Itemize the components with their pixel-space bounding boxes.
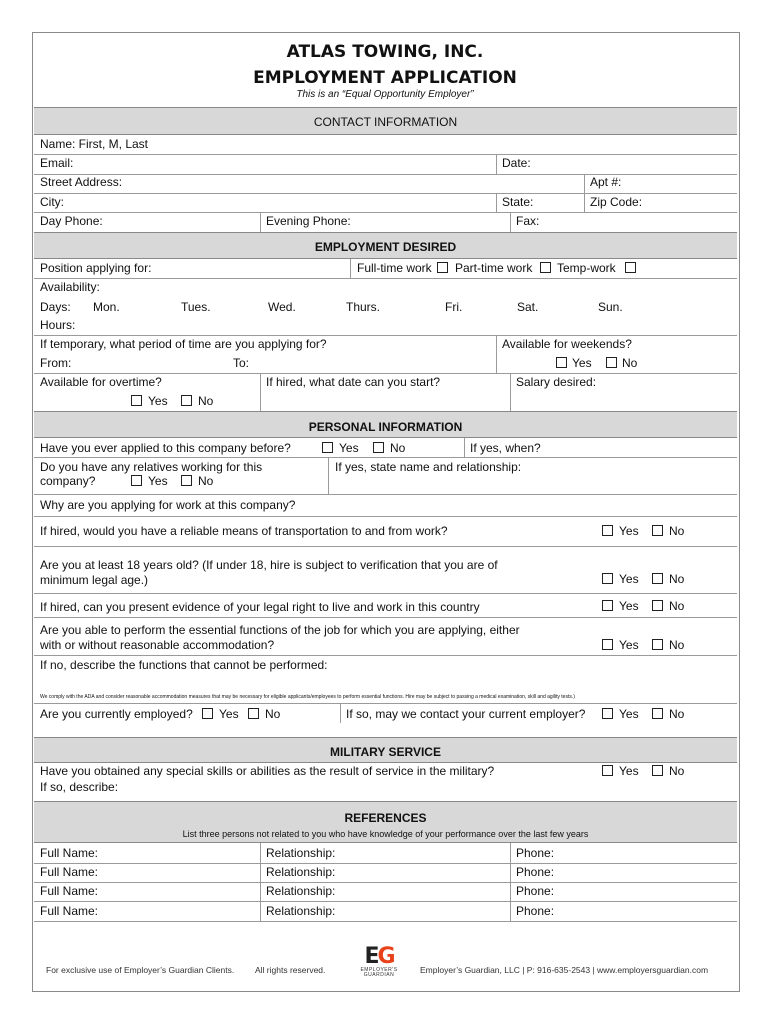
overtime-question: Available for overtime?: [40, 375, 162, 389]
logo-letter-e: E: [364, 944, 378, 969]
transport-yes-checkbox[interactable]: [602, 525, 613, 536]
applied-no-checkbox[interactable]: [373, 442, 384, 453]
hours-field[interactable]: Hours:: [40, 318, 76, 332]
transport-yes-label: Yes: [619, 524, 639, 538]
functions-yes-checkbox[interactable]: [602, 639, 613, 650]
references-instructions: List three persons not related to you who have knowledge of your performance over the last few years: [182, 829, 589, 839]
day-wed: Wed.: [268, 300, 296, 314]
email-field[interactable]: Email:: [40, 156, 74, 170]
employed-no-label: No: [265, 707, 281, 721]
zip-code-field[interactable]: Zip Code:: [590, 195, 643, 209]
applied-yes-label: Yes: [339, 441, 359, 455]
availability-label: Availability:: [40, 280, 100, 294]
reference-1-name[interactable]: Full Name:: [40, 846, 99, 860]
day-thurs: Thurs.: [346, 300, 381, 314]
military-section-header: MILITARY SERVICE: [34, 737, 737, 763]
legal-no-label: No: [669, 599, 685, 613]
logo-letter-g: G: [377, 944, 394, 969]
weekends-no-checkbox[interactable]: [606, 357, 617, 368]
reference-3-name[interactable]: Full Name:: [40, 884, 99, 898]
name-field[interactable]: Name: First, M, Last: [40, 137, 149, 151]
weekends-no-label: No: [622, 356, 638, 370]
eeo-subtitle: This is an “Equal Opportunity Employer”: [296, 89, 474, 100]
reference-4-relationship[interactable]: Relationship:: [266, 904, 336, 918]
evening-phone-field[interactable]: Evening Phone:: [266, 214, 351, 228]
employed-yes-checkbox[interactable]: [202, 708, 213, 719]
fax-field[interactable]: Fax:: [516, 214, 540, 228]
state-field[interactable]: State:: [502, 195, 534, 209]
reference-3-relationship[interactable]: Relationship:: [266, 884, 336, 898]
transport-no-checkbox[interactable]: [652, 525, 663, 536]
form-border: [32, 32, 740, 992]
contact-section-header: CONTACT INFORMATION: [34, 107, 737, 135]
day-sat: Sat.: [517, 300, 539, 314]
transport-no-label: No: [669, 524, 685, 538]
applied-before-question: Have you ever applied to this company before?: [40, 441, 291, 455]
military-no-checkbox[interactable]: [652, 765, 663, 776]
reference-3-phone[interactable]: Phone:: [516, 884, 555, 898]
age-no-checkbox[interactable]: [652, 573, 663, 584]
legal-no-checkbox[interactable]: [652, 600, 663, 611]
reference-4-name[interactable]: Full Name:: [40, 904, 99, 918]
relatives-relationship-field[interactable]: If yes, state name and relationship:: [335, 460, 522, 474]
reference-2-name[interactable]: Full Name:: [40, 865, 99, 879]
relatives-yes-checkbox[interactable]: [131, 475, 142, 486]
age-yes-checkbox[interactable]: [602, 573, 613, 584]
weekends-yes-label: Yes: [572, 356, 592, 370]
city-field[interactable]: City:: [40, 195, 64, 209]
employment-section-header: EMPLOYMENT DESIRED: [34, 232, 737, 259]
contact-employer-no-checkbox[interactable]: [652, 708, 663, 719]
military-yes-label: Yes: [619, 764, 639, 778]
overtime-yes-label: Yes: [148, 394, 168, 408]
weekends-question: Available for weekends?: [502, 337, 632, 351]
day-sun: Sun.: [598, 300, 623, 314]
employed-yes-label: Yes: [219, 707, 239, 721]
legal-right-question: If hired, can you present evidence of your legal right to live and work in this country: [40, 600, 480, 614]
contact-employer-question: If so, may we contact your current employer?: [346, 707, 586, 721]
day-tues: Tues.: [181, 300, 211, 314]
military-yes-checkbox[interactable]: [602, 765, 613, 776]
tempwork-label: Temp-work: [557, 261, 616, 275]
day-fri: Fri.: [445, 300, 463, 314]
start-date-field[interactable]: If hired, what date can you start?: [266, 375, 441, 389]
contact-employer-no-label: No: [669, 707, 685, 721]
weekends-yes-checkbox[interactable]: [556, 357, 567, 368]
functions-no-label: No: [669, 638, 685, 652]
day-phone-field[interactable]: Day Phone:: [40, 214, 103, 228]
contact-employer-yes-label: Yes: [619, 707, 639, 721]
applied-yes-checkbox[interactable]: [322, 442, 333, 453]
street-address-field[interactable]: Street Address:: [40, 175, 123, 189]
employers-guardian-logo: [358, 946, 400, 978]
relatives-yes-label: Yes: [148, 474, 168, 488]
fulltime-checkbox[interactable]: [437, 262, 448, 273]
from-field[interactable]: From:: [40, 356, 72, 370]
relatives-question-line2: company?: [40, 474, 96, 488]
reference-2-relationship[interactable]: Relationship:: [266, 865, 336, 879]
military-describe-field[interactable]: If so, describe:: [40, 780, 119, 794]
functions-no-checkbox[interactable]: [652, 639, 663, 650]
days-label: Days:: [40, 300, 71, 314]
legal-yes-label: Yes: [619, 599, 639, 613]
footer-rights: All rights reserved.: [255, 965, 326, 975]
tempwork-checkbox[interactable]: [625, 262, 636, 273]
parttime-label: Part-time work: [455, 261, 533, 275]
reference-4-phone[interactable]: Phone:: [516, 904, 555, 918]
form-title: EMPLOYMENT APPLICATION: [253, 68, 517, 88]
age-question-line1: Are you at least 18 years old? (If under 18, hire is subject to verification that you are of: [40, 558, 498, 572]
applied-no-label: No: [390, 441, 406, 455]
parttime-checkbox[interactable]: [540, 262, 551, 273]
date-field[interactable]: Date:: [502, 156, 531, 170]
contact-employer-yes-checkbox[interactable]: [602, 708, 613, 719]
references-heading: REFERENCES: [344, 811, 427, 825]
transport-question: If hired, would you have a reliable means of transportation to and from work?: [40, 524, 448, 538]
overtime-yes-checkbox[interactable]: [131, 395, 142, 406]
references-section-header: [34, 801, 737, 843]
age-yes-label: Yes: [619, 572, 639, 586]
relatives-question-line1: Do you have any relatives working for this: [40, 460, 263, 474]
salary-field[interactable]: Salary desired:: [516, 375, 597, 389]
overtime-no-checkbox[interactable]: [181, 395, 192, 406]
functions-yes-label: Yes: [619, 638, 639, 652]
ada-note: We comply with the ADA and consider reasonable accommodation measures that may be necessary for eligible applicants/employees to perform essential functions. Hire may be subject to passing a medical examination, skill and agility tests.): [40, 694, 575, 700]
functions-question-line2: with or without reasonable accommodation?: [40, 638, 275, 652]
relatives-no-label: No: [198, 474, 214, 488]
footer-company-contact: Employer’s Guardian, LLC | P: 916-635-2543 | www.employersguardian.com: [420, 965, 709, 975]
footer-exclusive-use: For exclusive use of Employer’s Guardian Clients.: [46, 965, 235, 975]
apt-field[interactable]: Apt #:: [590, 175, 622, 189]
relatives-no-checkbox[interactable]: [181, 475, 192, 486]
temporary-period-question: If temporary, what period of time are you applying for?: [40, 337, 327, 351]
fulltime-label: Full-time work: [357, 261, 432, 275]
day-mon: Mon.: [93, 300, 120, 314]
position-field[interactable]: Position applying for:: [40, 261, 152, 275]
logo-caption-line2: GUARDIAN: [363, 972, 395, 978]
personal-section-header: PERSONAL INFORMATION: [34, 411, 737, 438]
describe-functions-field[interactable]: If no, describe the functions that cannot be performed:: [40, 658, 328, 672]
applied-when-field[interactable]: If yes, when?: [470, 441, 541, 455]
age-no-label: No: [669, 572, 685, 586]
functions-question-line1: Are you able to perform the essential functions of the job for which you are applying, either: [40, 623, 520, 637]
reference-1-phone[interactable]: Phone:: [516, 846, 555, 860]
logo-caption-line1: EMPLOYER'S: [360, 967, 398, 973]
why-apply-field[interactable]: Why are you applying for work at this company?: [40, 498, 296, 512]
legal-yes-checkbox[interactable]: [602, 600, 613, 611]
reference-2-phone[interactable]: Phone:: [516, 865, 555, 879]
military-skills-question: Have you obtained any special skills or abilities as the result of service in the military?: [40, 764, 495, 778]
to-field[interactable]: To:: [233, 356, 250, 370]
reference-1-relationship[interactable]: Relationship:: [266, 846, 336, 860]
employed-no-checkbox[interactable]: [248, 708, 259, 719]
overtime-no-label: No: [198, 394, 214, 408]
company-name: ATLAS TOWING, INC.: [286, 42, 484, 62]
military-no-label: No: [669, 764, 685, 778]
age-question-line2: minimum legal age.): [40, 573, 149, 587]
currently-employed-question: Are you currently employed?: [40, 707, 193, 721]
